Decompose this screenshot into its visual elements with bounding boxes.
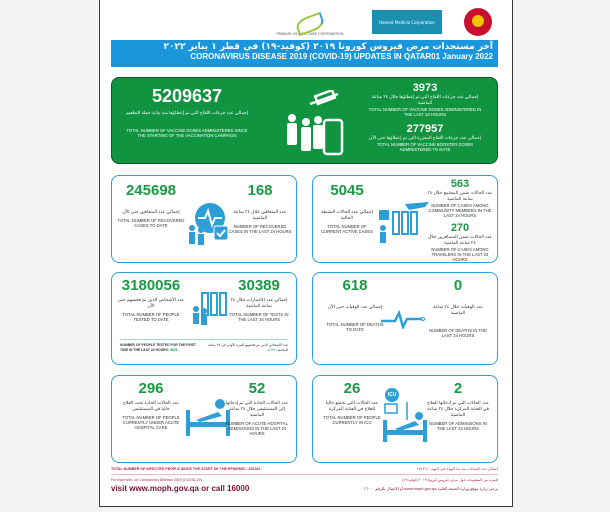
vaccine-total: 5209637 إجمالي عدد جرعات اللقاح التي تم إعطاؤها منذ بداية حملة التطعيم TOTAL NUMBER OF VACCINE DOSES ADMINISTERED SINCE THE STARTING OF THE VACCINATION CAMPAIGN xyxy=(126,86,248,139)
infected-total-en: TOTAL NUMBER OF INFECTED PEOPLE SINCE THE START OF THE EPIDEMIC : 251361 xyxy=(111,467,261,471)
title-banner xyxy=(111,40,498,67)
deaths-card: 618 إجمالي عدد الوفيات حتى الآن TOTAL NUMBER OF DEATHS TO DATE 0 عدد الوفيات خلال ٢٤ ساعة الماضية NUMBER OF DEATHS IN THE LAST 24 HOURS xyxy=(312,272,498,365)
infographic-page xyxy=(99,0,513,507)
title-arabic: آخر مستجدات مرض فيروس كورونا ٢٠١٩ (كوفيد-١٩) في قطر ١ يناير ٢٠٢٢ xyxy=(163,42,493,52)
divider xyxy=(120,339,288,340)
logos xyxy=(270,8,492,36)
icu-bed-icon xyxy=(381,402,429,444)
vaccine-last24: 3973 إجمالي عدد جرعات اللقاح التي تم إعطاؤها خلال ٢٤ ساعة الماضية TOTAL NUMBER OF VACCINE DOSES ADMINISTERED IN THE LAST 24 HOURS xyxy=(368,82,482,118)
infected-total-ar: إجمالي عدد الإصابات منذ بدء الوباء حتى اليوم : ٢٥١٣٦١ xyxy=(416,467,498,471)
phcc-logo: PRIMARY HEALTH CARE CORPORATION xyxy=(270,8,350,36)
hmc-logo: Hamad Medical Corporation xyxy=(372,10,442,34)
active-cases-card: 5045 إجمالي عدد الحالات النشطة الحالية TOTAL NUMBER OF CURRENT ACTIVE CASES 563 عدد الحالات ضمن المجتمع خلال ٢٤ ساعة الماضية NUMBER OF CASES AMONG COMMUNITY MEMBERS IN THE LAST 24 HOURS 270 عدد الحالات ضمن المسافرين خلال ٢٤ ساعة الماضية NUMBER OF CASES AMONG TRAVELERS IN THE LAST 24 HOURS xyxy=(312,175,498,263)
info-en: For more info. on Coronavirus Disease 2019 (COVID-19) xyxy=(111,478,202,482)
vaccine-panel xyxy=(111,77,498,164)
info-ar: للمزيد من المعلومات حول مرض فيروس كورونا ٢٠١٩ (كوفيد-١٩) xyxy=(402,478,498,482)
test-tubes-icon xyxy=(190,291,230,325)
first-time-tested-en: NUMBER OF PEOPLE TESTED FOR THE FIRST TIME IN THE LAST 24 HOURS: 5623 xyxy=(120,343,197,352)
vaccine-family-icon xyxy=(280,90,350,158)
visit-link-en[interactable]: visit www.moph.gov.qa or call 16000 xyxy=(111,484,250,493)
hospital-card: 296 عدد الحالات الحادة تحت العلاج حاليا في المستشفى TOTAL NUMBER OF PEOPLE CURRENTLY UNDER ACUTE HOSPITAL CARE 52 عدد الحالات الحادة التي تم إدخالها إلى المستشفى خلال ٢٤ ساعة الماضية NUMBER OF ACUTE HOSPITAL ADMISSIONS IN THE LAST 24 HOURS xyxy=(111,375,297,463)
travel-test-icon xyxy=(375,198,431,244)
vaccine-booster: 277957 إجمالي عدد جرعات اللقاح المعززة التي تم إعطاؤها حتى الآن TOTAL NUMBER OF VACCINE BOOSTER DOSES ADMINISTERED TO DATE xyxy=(369,123,481,153)
tests-card: 3180056 عدد الأشخاص الذين تم فحصهم حتى الآن TOTAL NUMBER OF PEOPLE TESTED TO DATE 30389 إجمالي عدد الاختبارات خلال ٢٤ ساعة الماضية TOTAL NUMBER OF TESTS IN THE LAST 24 HOURS NUMBER OF PEOPLE TESTED FOR THE FIRST TIME IN THE LAST 24 HOURS: 5623 عدد الأشخاص الذين تم فحصهم للمرة الأولى في ٢٤ ساعة الماضية: ٥٦٢٣ xyxy=(111,272,297,365)
heartbeat-line-icon xyxy=(381,309,425,329)
title-english: CORONAVIRUS DISEASE 2019 (COVID-19) UPDATES IN QATAR01 January 2022 xyxy=(190,52,493,61)
recovered-health-icon xyxy=(184,198,232,246)
moph-emblem-logo xyxy=(464,8,492,36)
icu-badge-icon: ICU xyxy=(385,388,399,402)
recovered-card: 245698 إجمالي عدد المتعافين حتى الآن TOTAL NUMBER OF RECOVERED CASES TO DATE 168 عدد المتعافين خلال ٢٤ ساعة الماضية NUMBER OF RECOVERED CASES IN THE LAST 24 HOURS xyxy=(111,175,297,263)
icu-card: 26 عدد الحالات التي تخضع حاليا للعلاج في العناية المركزة TOTAL NUMBER OF PEOPLE CURRENTLY IN ICU ICU 2 عدد الحالات التي تم إدخالها للعلاج في العناية المركزة خلال ٢٤ ساعة الماضية NUMBER OF ADMISSIONS IN THE LAST 24 HOURS xyxy=(312,375,498,463)
footer-divider xyxy=(111,474,498,475)
visit-link-ar[interactable]: يرجى زيارة موقع وزارة الصحة العامة www.moph.gov.qa أو الاتصال بالرقم ١٦٠٠٠ xyxy=(363,486,498,491)
first-time-tested-ar: عدد الأشخاص الذين تم فحصهم للمرة الأولى في ٢٤ ساعة الماضية: ٥٦٢٣ xyxy=(208,343,288,352)
